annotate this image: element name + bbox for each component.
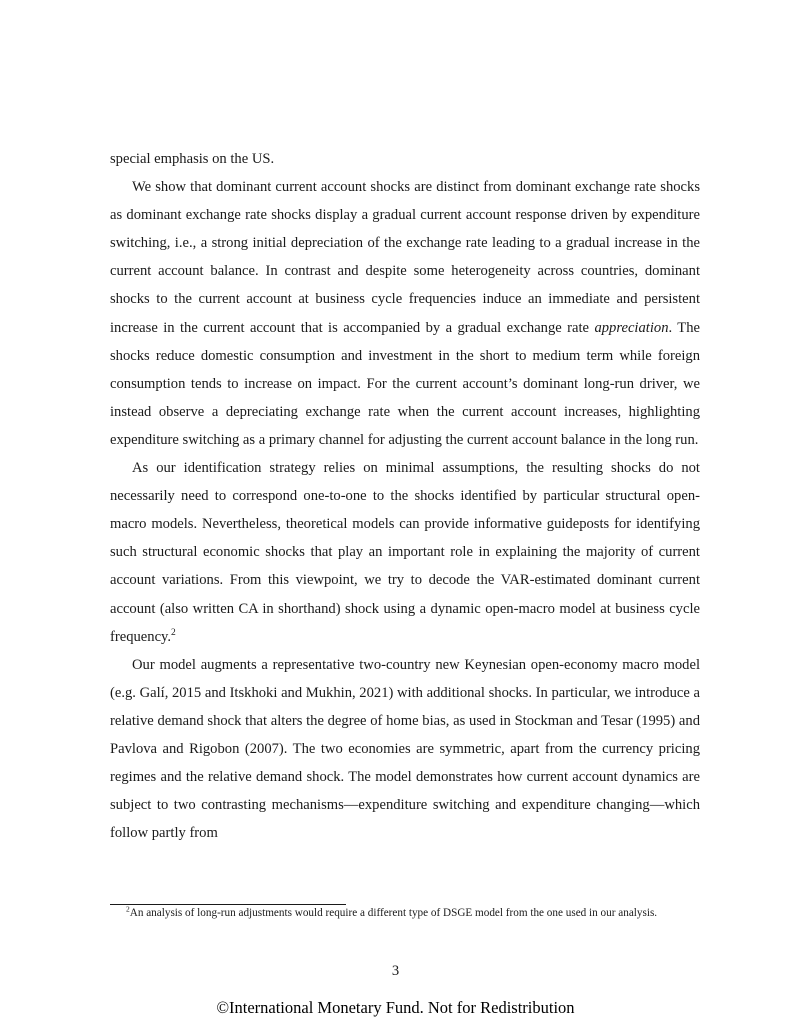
paragraph-2-text-before: We show that dominant current account shocks are distinct from dominant exchange rate shocks as dominant exchange rate shocks display a gradual current account response driven by expenditure switching, i.e., a strong initial depreciation of the exchange rate leading to a gradual increase in the current account balance. In contrast and despite some heterogeneity across countries, dominant shocks to the current account at business cycle frequencies induce an immediate and persistent increase in the current account that is accompanied by a gradual exchange rate [110,179,700,336]
paragraph-2 [110,173,700,454]
footnote [110,906,700,922]
footnote-reference[interactable]: 2 [171,627,176,638]
footnote-text: An analysis of long-run adjustments would require a different type of DSGE model from the one used in our analysis. [129,907,658,919]
footnote-divider [110,904,346,905]
paragraph-4-text: Our model augments a representative two-country new Keynesian open-economy macro model (e.g. Galí, 2015 and Itskhoki and Mukhin, 2021) with additional shocks. In particular, we introduce a relative demand shock that alters the degree of home bias, as used in Stockman and Tesar (1995) and Pavlova and Rigobon (2007). The two economies are symmetric, apart from the currency pricing regimes and the relative demand shock. The model demonstrates how current account dynamics are subject to two contrasting mechanisms—expenditure switching and expenditure changing—which follow partly from [110,656,700,842]
footnote-mark: 2 [126,904,130,914]
paragraph-1-text: special emphasis on the US. [110,151,275,167]
paragraph-3-text: As our identification strategy relies on minimal assumptions, the resulting shocks do not necessarily need to correspond one-to-one to the shocks identified by particular structural open-macro models. Nevertheless, theoretical models can provide informative guideposts for identifying such structural economic shocks that play an important role in explaining the majority of current account variations. From this viewpoint, we try to decode the VAR-estimated dominant current account (also written CA in shorthand) shock using a dynamic open-macro model at business cycle frequency. [110,460,700,645]
paragraph-1 [110,145,700,173]
body-text [110,145,700,847]
paragraph-2-text-after: . The shocks reduce domestic consumption and investment in the short to medium term while foreign consumption tends to increase on impact. For the current account’s dominant long-run driver, we instead observe a depreciating exchange rate when the current account increases, highlighting expenditure switching as a primary channel for adjusting the current account balance in the long run. [110,319,700,448]
paragraph-4 [110,651,700,848]
paragraph-2-emphasis: appreciation [594,319,669,336]
copyright-notice: ©International Monetary Fund. Not for Redistribution [216,998,575,1017]
page-number: 3 [391,963,400,979]
paragraph-3 [110,454,700,651]
